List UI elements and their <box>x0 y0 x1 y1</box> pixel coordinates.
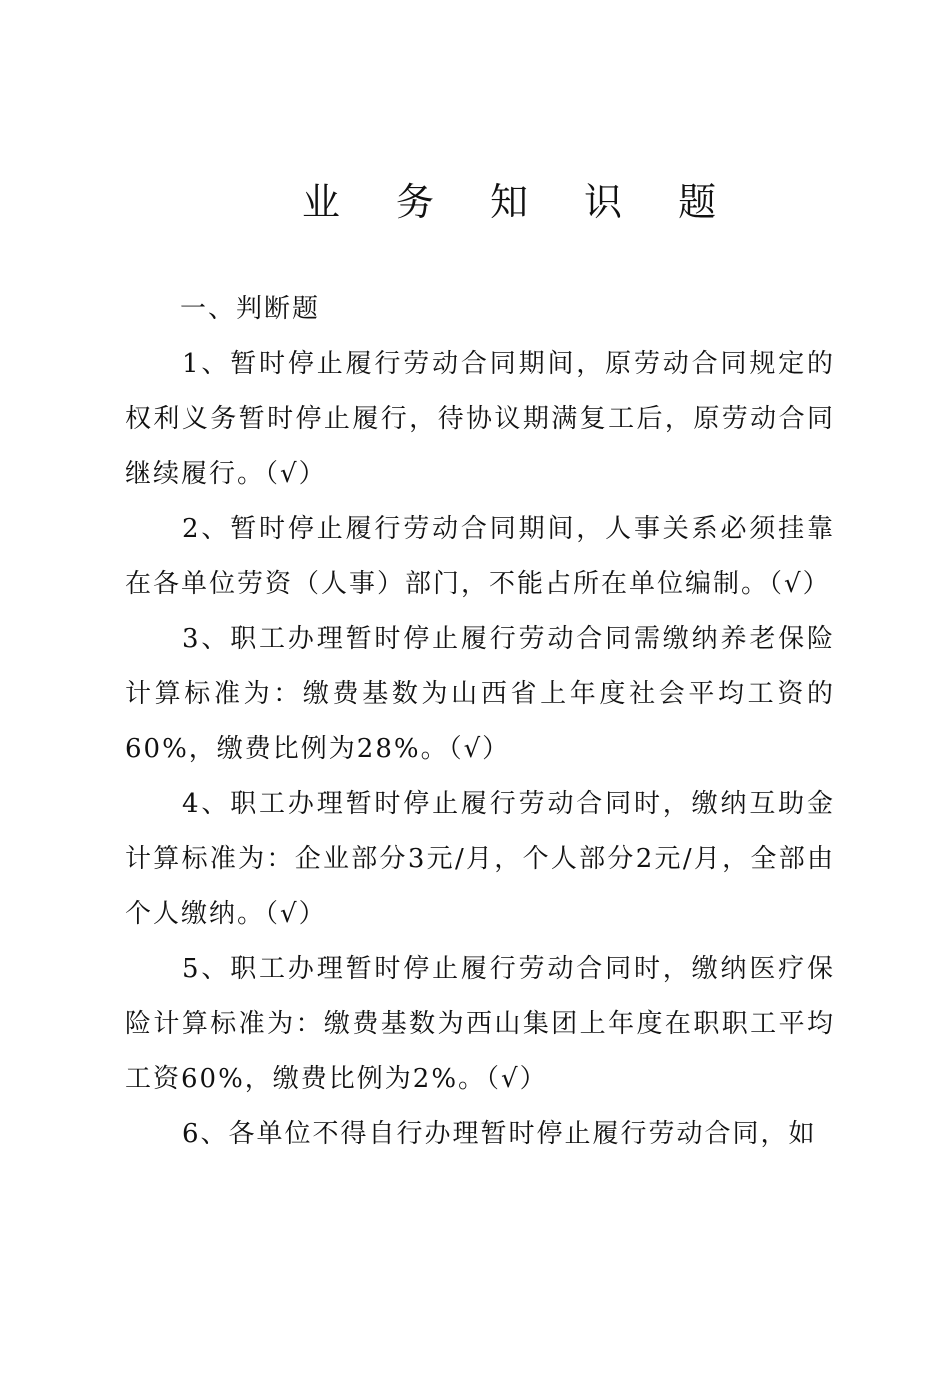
question-4: 4、职工办理暂时停止履行劳动合同时，缴纳互助金计算标准为：企业部分3元/月，个人部分2元/月，全部由个人缴纳。（√） <box>125 789 835 929</box>
question-1: 1、暂时停止履行劳动合同期间，原劳动合同规定的权利义务暂时停止履行，待协议期满复工后，原劳动合同继续履行。（√） <box>125 349 835 489</box>
section-heading: 一、判断题 <box>180 294 321 324</box>
document-body <box>125 282 835 1162</box>
document-title: 业 务 知 识 题 <box>301 180 739 224</box>
question-2: 2、暂时停止履行劳动合同期间，人事关系必须挂靠在各单位劳资（人事）部门，不能占所在单位编制。（√） <box>125 514 835 599</box>
question-5: 5、职工办理暂时停止履行劳动合同时，缴纳医疗保险计算标准为：缴费基数为西山集团上年度在职职工平均工资60%，缴费比例为2%。（√） <box>125 954 835 1094</box>
question-6: 6、各单位不得自行办理暂时停止履行劳动合同，如 <box>182 1119 817 1149</box>
question-3: 3、职工办理暂时停止履行劳动合同需缴纳养老保险计算标准为：缴费基数为山西省上年度社会平均工资的60%，缴费比例为28%。（√） <box>125 624 835 764</box>
